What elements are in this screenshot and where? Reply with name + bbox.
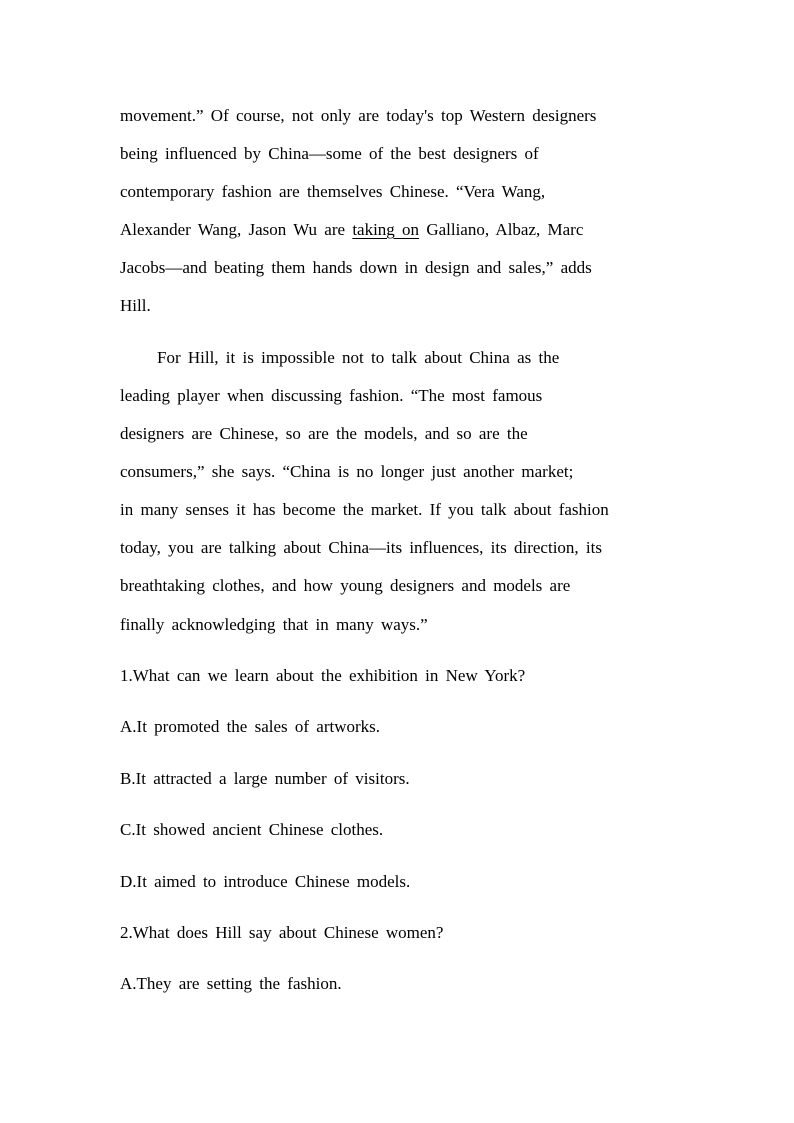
paragraph-line: being influenced by China—some of the best designers of: [120, 144, 539, 163]
paragraph-line: Jacobs—and beating them hands down in design and sales,” adds: [120, 258, 592, 277]
paragraph-line: movement.” Of course, not only are today's top Western designers: [120, 106, 597, 125]
line-text: Galliano, Albaz, Marc: [419, 220, 584, 239]
paragraph-line: consumers,” she says. “China is no longer just another market;: [120, 462, 574, 481]
option-d: D.It aimed to introduce Chinese models.: [120, 872, 411, 891]
underlined-phrase: taking on: [352, 220, 420, 239]
option-c: C.It showed ancient Chinese clothes.: [120, 820, 384, 839]
option-a: A.They are setting the fashion.: [120, 974, 342, 993]
paragraph-line-with-underline: [120, 220, 583, 240]
paragraph-line: For Hill, it is impossible not to talk about China as the: [157, 348, 560, 367]
line-text: Alexander Wang, Jason Wu are: [120, 220, 353, 239]
paragraph-line: breathtaking clothes, and how young designers and models are: [120, 576, 571, 595]
paragraph-line: designers are Chinese, so are the models, and so are the: [120, 424, 528, 443]
paragraph-line: finally acknowledging that in many ways.”: [120, 615, 428, 634]
question-text: 2.What does Hill say about Chinese women?: [120, 923, 444, 942]
paragraph-line: in many senses it has become the market. If you talk about fashion: [120, 500, 609, 519]
paragraph-line: leading player when discussing fashion. “The most famous: [120, 386, 543, 405]
paragraph-line: Hill.: [120, 296, 151, 315]
question-text: 1.What can we learn about the exhibition in New York?: [120, 666, 526, 685]
option-a: A.It promoted the sales of artworks.: [120, 717, 381, 736]
paragraph-line: contemporary fashion are themselves Chinese. “Vera Wang,: [120, 182, 546, 201]
paragraph-line: today, you are talking about China—its influences, its direction, its: [120, 538, 602, 557]
option-b: B.It attracted a large number of visitors.: [120, 769, 410, 788]
